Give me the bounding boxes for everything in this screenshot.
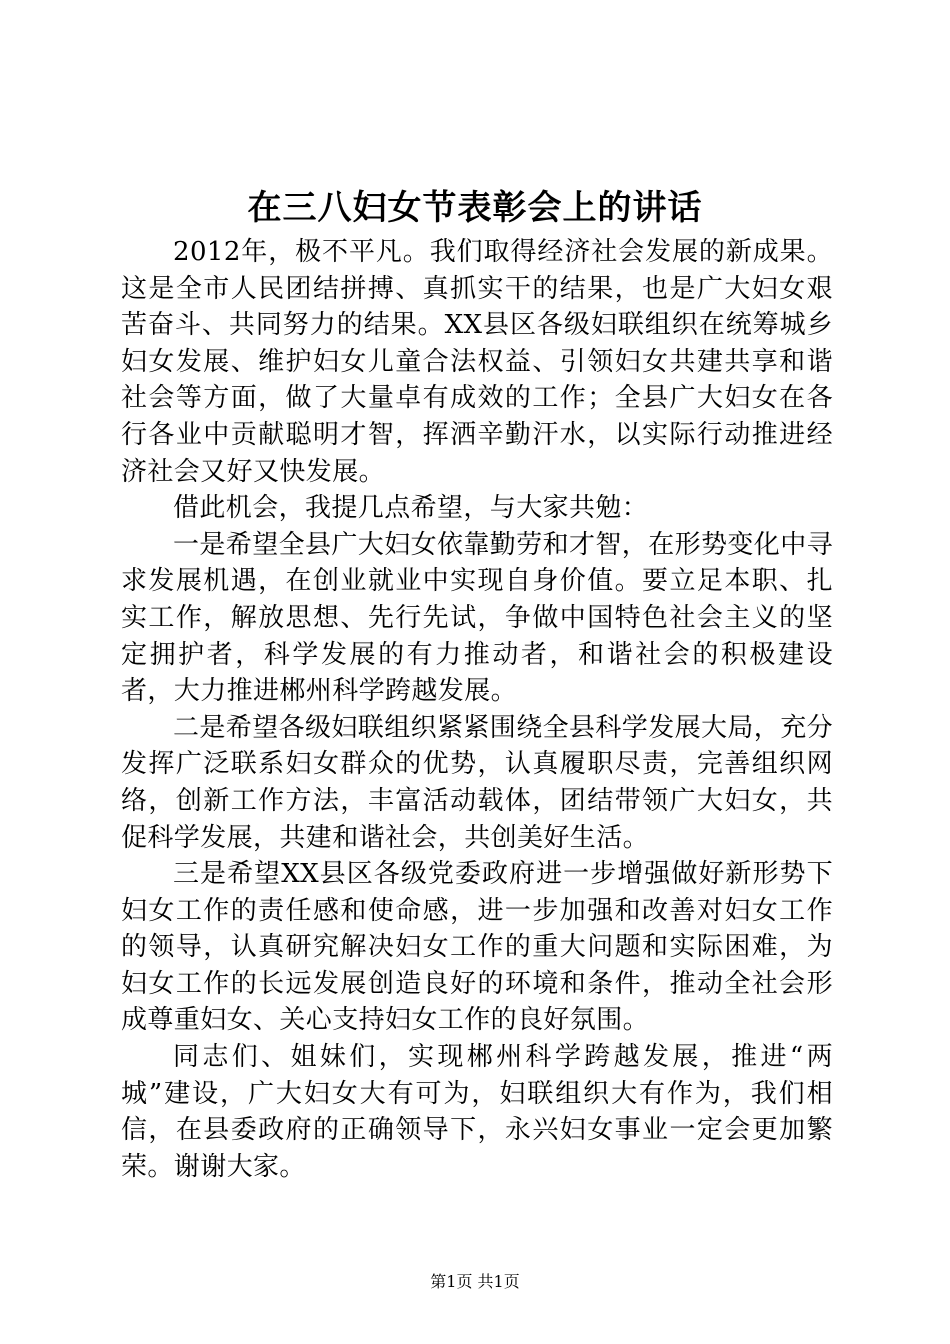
paragraph-5: 三是希望XX县区各级党委政府进一步增强做好新形势下妇女工作的责任感和使命感，进一步加强和改善对妇女工作的领导，认真研究解决妇女工作的重大问题和实际困难，为妇女工作的长远发展创造良好的环境和条件，推动全社会形成尊重妇女、关心支持妇女工作的良好氛围。 xyxy=(121,859,833,1036)
paragraph-4: 二是希望各级妇联组织紧紧围绕全县科学发展大局，充分发挥广泛联系妇女群众的优势，认真履职尽责，完善组织网络，创新工作方法，丰富活动载体，团结带领广大妇女，共促科学发展，共建和谐社会，共创美好生活。 xyxy=(121,712,834,853)
paragraph-3: 一是希望全县广大妇女依靠勤劳和才智，在形势变化中寻求发展机遇，在创业就业中实现自身价值。要立足本职、扎实工作，解放思想、先行先试，争做中国特色社会主义的坚定拥护者，科学发展的有力推动者，和谐社会的积极建设者，大力推进郴州科学跨越发展。 xyxy=(121,529,834,707)
paragraph-1: 2012年，极不平凡。我们取得经济社会发展的新成果。这是全市人民团结拼搏、真抓实干的结果，也是广大妇女艰苦奋斗、共同努力的结果。XX县区各级妇联组织在统筹城乡妇女发展、维护妇女儿童合法权益、引领妇女共建共享和谐社会等方面，做了大量卓有成效的工作；全县广大妇女在各行各业中贡献聪明才智，挥洒辛勤汗水，以实际行动推进经济社会又好又快发展。 xyxy=(121,237,833,487)
paragraph-2: 借此机会，我提几点希望，与大家共勉： xyxy=(173,493,649,524)
document-title: 在三八妇女节表彰会上的讲话 xyxy=(247,188,703,228)
document-body xyxy=(121,234,833,1185)
paragraph-6: 同志们、姐妹们，实现郴州科学跨越发展，推进“两城”建设，广大妇女大有可为，妇联组织大有作为，我们相信，在县委政府的正确领导下，永兴妇女事业一定会更加繁荣。谢谢大家。 xyxy=(121,1042,833,1182)
page-footer: 第1页 共1页 xyxy=(430,1272,520,1291)
